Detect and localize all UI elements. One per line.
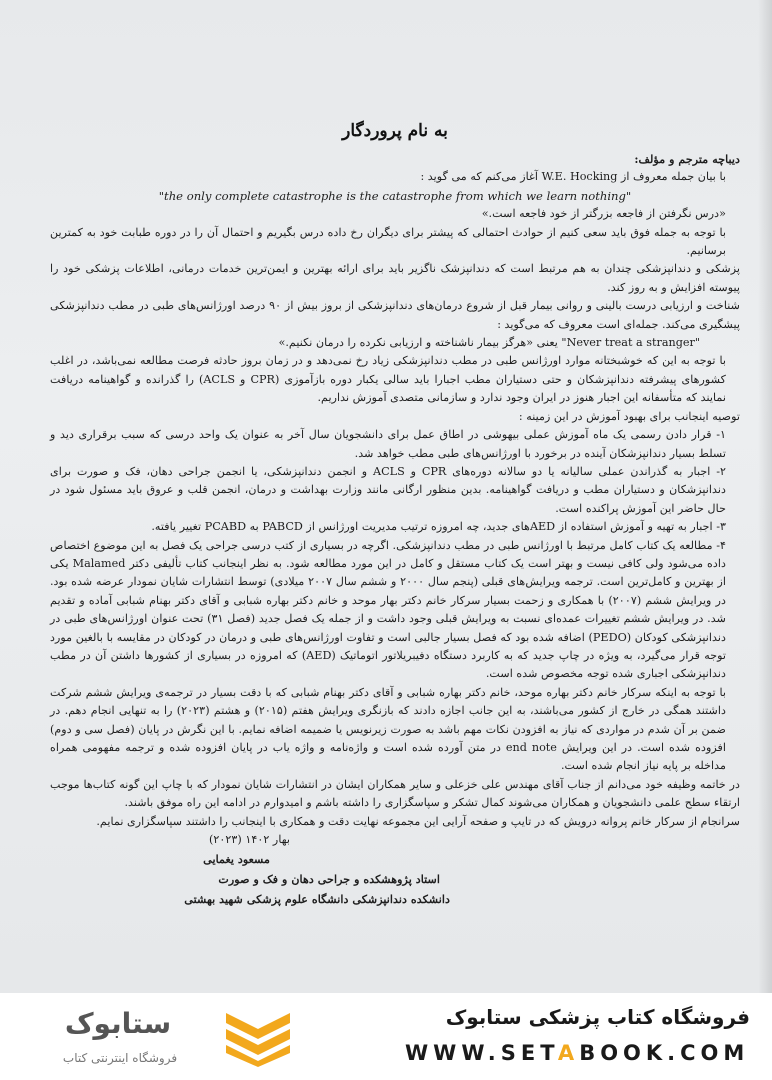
paragraph: "Never treat a stranger" یعنی «هرگز بیمار ناشناخته و ارزیابی نکرده را درمان نکنیم.» (278, 336, 700, 350)
list-item: ۱- قرار دادن رسمی یک ماه آموزش عملی بیهوشی در اطاق عمل برای دانشجویان سال آخر به عنوان یک واحد درسی که سبب برقراری دید و تسلط بسیار دندانپزشکان آینده در برخورد با اورژانس‌های طبی مطب خواهد شد. (50, 428, 726, 460)
preface-heading: دیباچه مترجم و مؤلف: (634, 152, 740, 166)
list-item: ۴- مطالعه یک کتاب کامل مرتبط با اورژانس طبی در مطب دندانپزشکی. اگرچه در بسیاری از کتب درسی جراحی یک فصل به این موضوع اختصاص داده می‌شود ولی کافی نیست و بهتر است یک کتاب مستقل و کامل در این مورد مطالعه شود. به نظر اینجانب کتاب تألیفی دکتر Malamed یکی از بهترین و کامل‌ترین است. ترجمه ویرایش‌های قبلی (پنجم سال ۲۰۰۰ و ششم سال ۲۰۰۷ میلادی) توسط انتشارات شایان نمودار عرضه شده بود. در ویرایش ششم (۲۰۰۷) با همکاری و زحمت بسیار سرکار خانم دکتر بهار موحد و خانم دکتر بهاره شبابی و آقای دکتر بهنام شبابی آماده و تقدیم شد. در ویرایش ششم تغییرات عمده‌ای نسبت به ویرایش قبلی وجود داشت و از جمله یک فصل جدید (فصل ۳۱) تحت عنوان اورژانس‌های طبی در دندانپزشکی کودکان (PEDO) اضافه شده بود که فصل بسیار جالبی است و تفاوت اورژانس‌های طبی و درمان در کودکان در مقایسه با بالغین مورد توجه قرار می‌گیرد، به ویژه در چاپ جدید که به کاربرد دستگاه دفیبریلاتور اتوماتیک (AED) که امروزه در بسیاری از کشورها داشتن آن در مطب دندانپزشکی اجباری شده توجه مخصوص شده است. (50, 538, 727, 681)
signature-affiliation: دانشکده دندانپزشکی دانشگاه علوم پزشکی شهید بهشتی (184, 892, 450, 907)
list-item: ۳- اجبار به تهیه و آموزش استفاده از AEDهای جدید، چه امروزه ترتیب مدیریت اورژانس از PABCD به PCABD تغییر یافته. (151, 520, 726, 534)
url-suffix: BOOK.COM (579, 1041, 750, 1065)
paragraph: شناخت و ارزیابی درست بالینی و روانی بیمار قبل از شروع درمان‌های دندانپزشکی از بروز بیش از ۹۰ درصد اورژانس‌های طبی در مطب دندانپزشکی پیشگیری می‌کند. جمله‌ای است معروف که می‌گوید : (50, 299, 740, 331)
book-stack-icon (222, 1007, 294, 1067)
paragraph: پزشکی و دندانپزشکی چندان به هم مرتبط است که دندانپزشک ناگزیر باید برای ارائه بهترین و ایمن‌ترین خدمات درمانی، اطلاعات پزشکی خود را پیوسته افزایش و به روز کند. (50, 262, 740, 294)
date: بهار ۱۴۰۲ (۲۰۲۳) (208, 833, 290, 847)
paragraph: توصیه اینجانب برای بهبود آموزش در این زمینه : (518, 409, 740, 423)
paragraph: در خاتمه وظیفه خود می‌دانم از جناب آقای مهندس علی خزعلی و سایر همکاران ایشان در انتشارات شایان نمودار که با چاپ این گونه کتاب‌ها موجب ارتقاء سطح علمی دانشجویان و همکاران می‌شوند کمال تشکر و سپاسگزاری را داشته باشم و امیدوارم در ادامه این راه موفق باشند. (50, 777, 740, 810)
signature-title: استاد پژوهشکده و جراحی دهان و فک و صورت (218, 872, 440, 887)
store-logo-wordmark: ستابوک (64, 1007, 172, 1040)
preface-text (50, 120, 740, 909)
url-accent-letter: A (557, 1041, 580, 1065)
paragraph: با توجه به این که خوشبختانه موارد اورژانس طبی در مطب دندانپزشکی زیاد رخ نمی‌دهد و در زمان بروز حادثه فرصت مطالعه نمی‌باشد، در اغلب کشورهای پیشرفته دندانپزشکان و حتی دستیاران مطب اجبارا باید سالی یکبار دوره بازآموزی (CPR و ACLS) را گذرانده و گواهینامه دریافت نمایند که متأسفانه این اجبار هنوز در ایران وجود ندارد و سازمانی متصدی آموزش نداریم. (50, 354, 727, 405)
signature-name: مسعود یغمایی (203, 852, 270, 867)
store-url[interactable] (405, 1041, 750, 1065)
list-item: ۲- اجبار به گذراندن عملی سالیانه یا دو سالانه دوره‌های CPR و ACLS و انجمن دندانپزشکی، یا انجمن جراحی دهان، فک و صورت برای دندانپزشکان و دستیاران مطب و دریافت گواهینامه. بدین منظور ارگانی مانند وزارت بهداشت و درمان، انجمن قلب و عروق باید مسئول شود در حال حاضر این آموزش پراکنده است. (50, 464, 727, 515)
page-edge-shadow (758, 0, 772, 993)
page-title: به نام پروردگار (342, 121, 448, 141)
url-prefix: WWW.SET (405, 1041, 558, 1065)
store-banner (0, 993, 772, 1080)
paragraph: سرانجام از سرکار خانم پروانه درویش که در تایپ و صفحه آرایی این مجموعه نهایت دقت و همکاری با اینجانب را داشتند سپاسگزاری نمایم. (96, 814, 740, 828)
store-logo-subtitle: فروشگاه اینترنتی کتاب (62, 1051, 178, 1065)
paragraph: با بیان جمله معروف از W.E. Hocking آغاز می‌کنم که می گوید : (420, 170, 726, 184)
english-quote: "the only complete catastrophe is the catastrophe from which we learn nothing" (158, 188, 632, 203)
paragraph: با توجه به اینکه سرکار خانم دکتر بهاره موحد، خانم دکتر بهاره شبابی و آقای دکتر بهنام شبابی که با دقت بسیار در ترجمه‌ی ویرایش ششم شرکت داشتند همگی در خارج از کشور می‌باشند، به این جانب اجازه دادند که بازنگری ویرایش هفتم (۲۰۱۵) و هشتم (۲۰۲۳) را به تنهایی انجام دهم. در ضمن بر آن شدم در مواردی که نیاز به افزودن نکات مهم باشد به صورت زیرنویس یا ضمیمه اضافه نمایم. با این نگرش در پایان (فصل سی و دوم) افزوده شده است. در این ویرایش end note در متن آورده شده است و واژه‌نامه و واژه یاب در پایان افزوده شده و ترجمه مفهومی همراه مداخله بر پایه نیاز انجام شده است. (50, 685, 727, 773)
store-title: فروشگاه کتاب پزشکی ستابوک (445, 1005, 750, 1029)
paragraph: «درس نگرفتن از فاجعه بزرگتر از خود فاجعه است.» (481, 207, 726, 221)
paragraph: با توجه به جمله فوق باید سعی کنیم از حوادث احتمالی که پیشتر برای دیگران رخ داده درس بگیریم و احتمال آن را در دوره طبابت خود به کمترین برسانیم. (50, 225, 726, 258)
